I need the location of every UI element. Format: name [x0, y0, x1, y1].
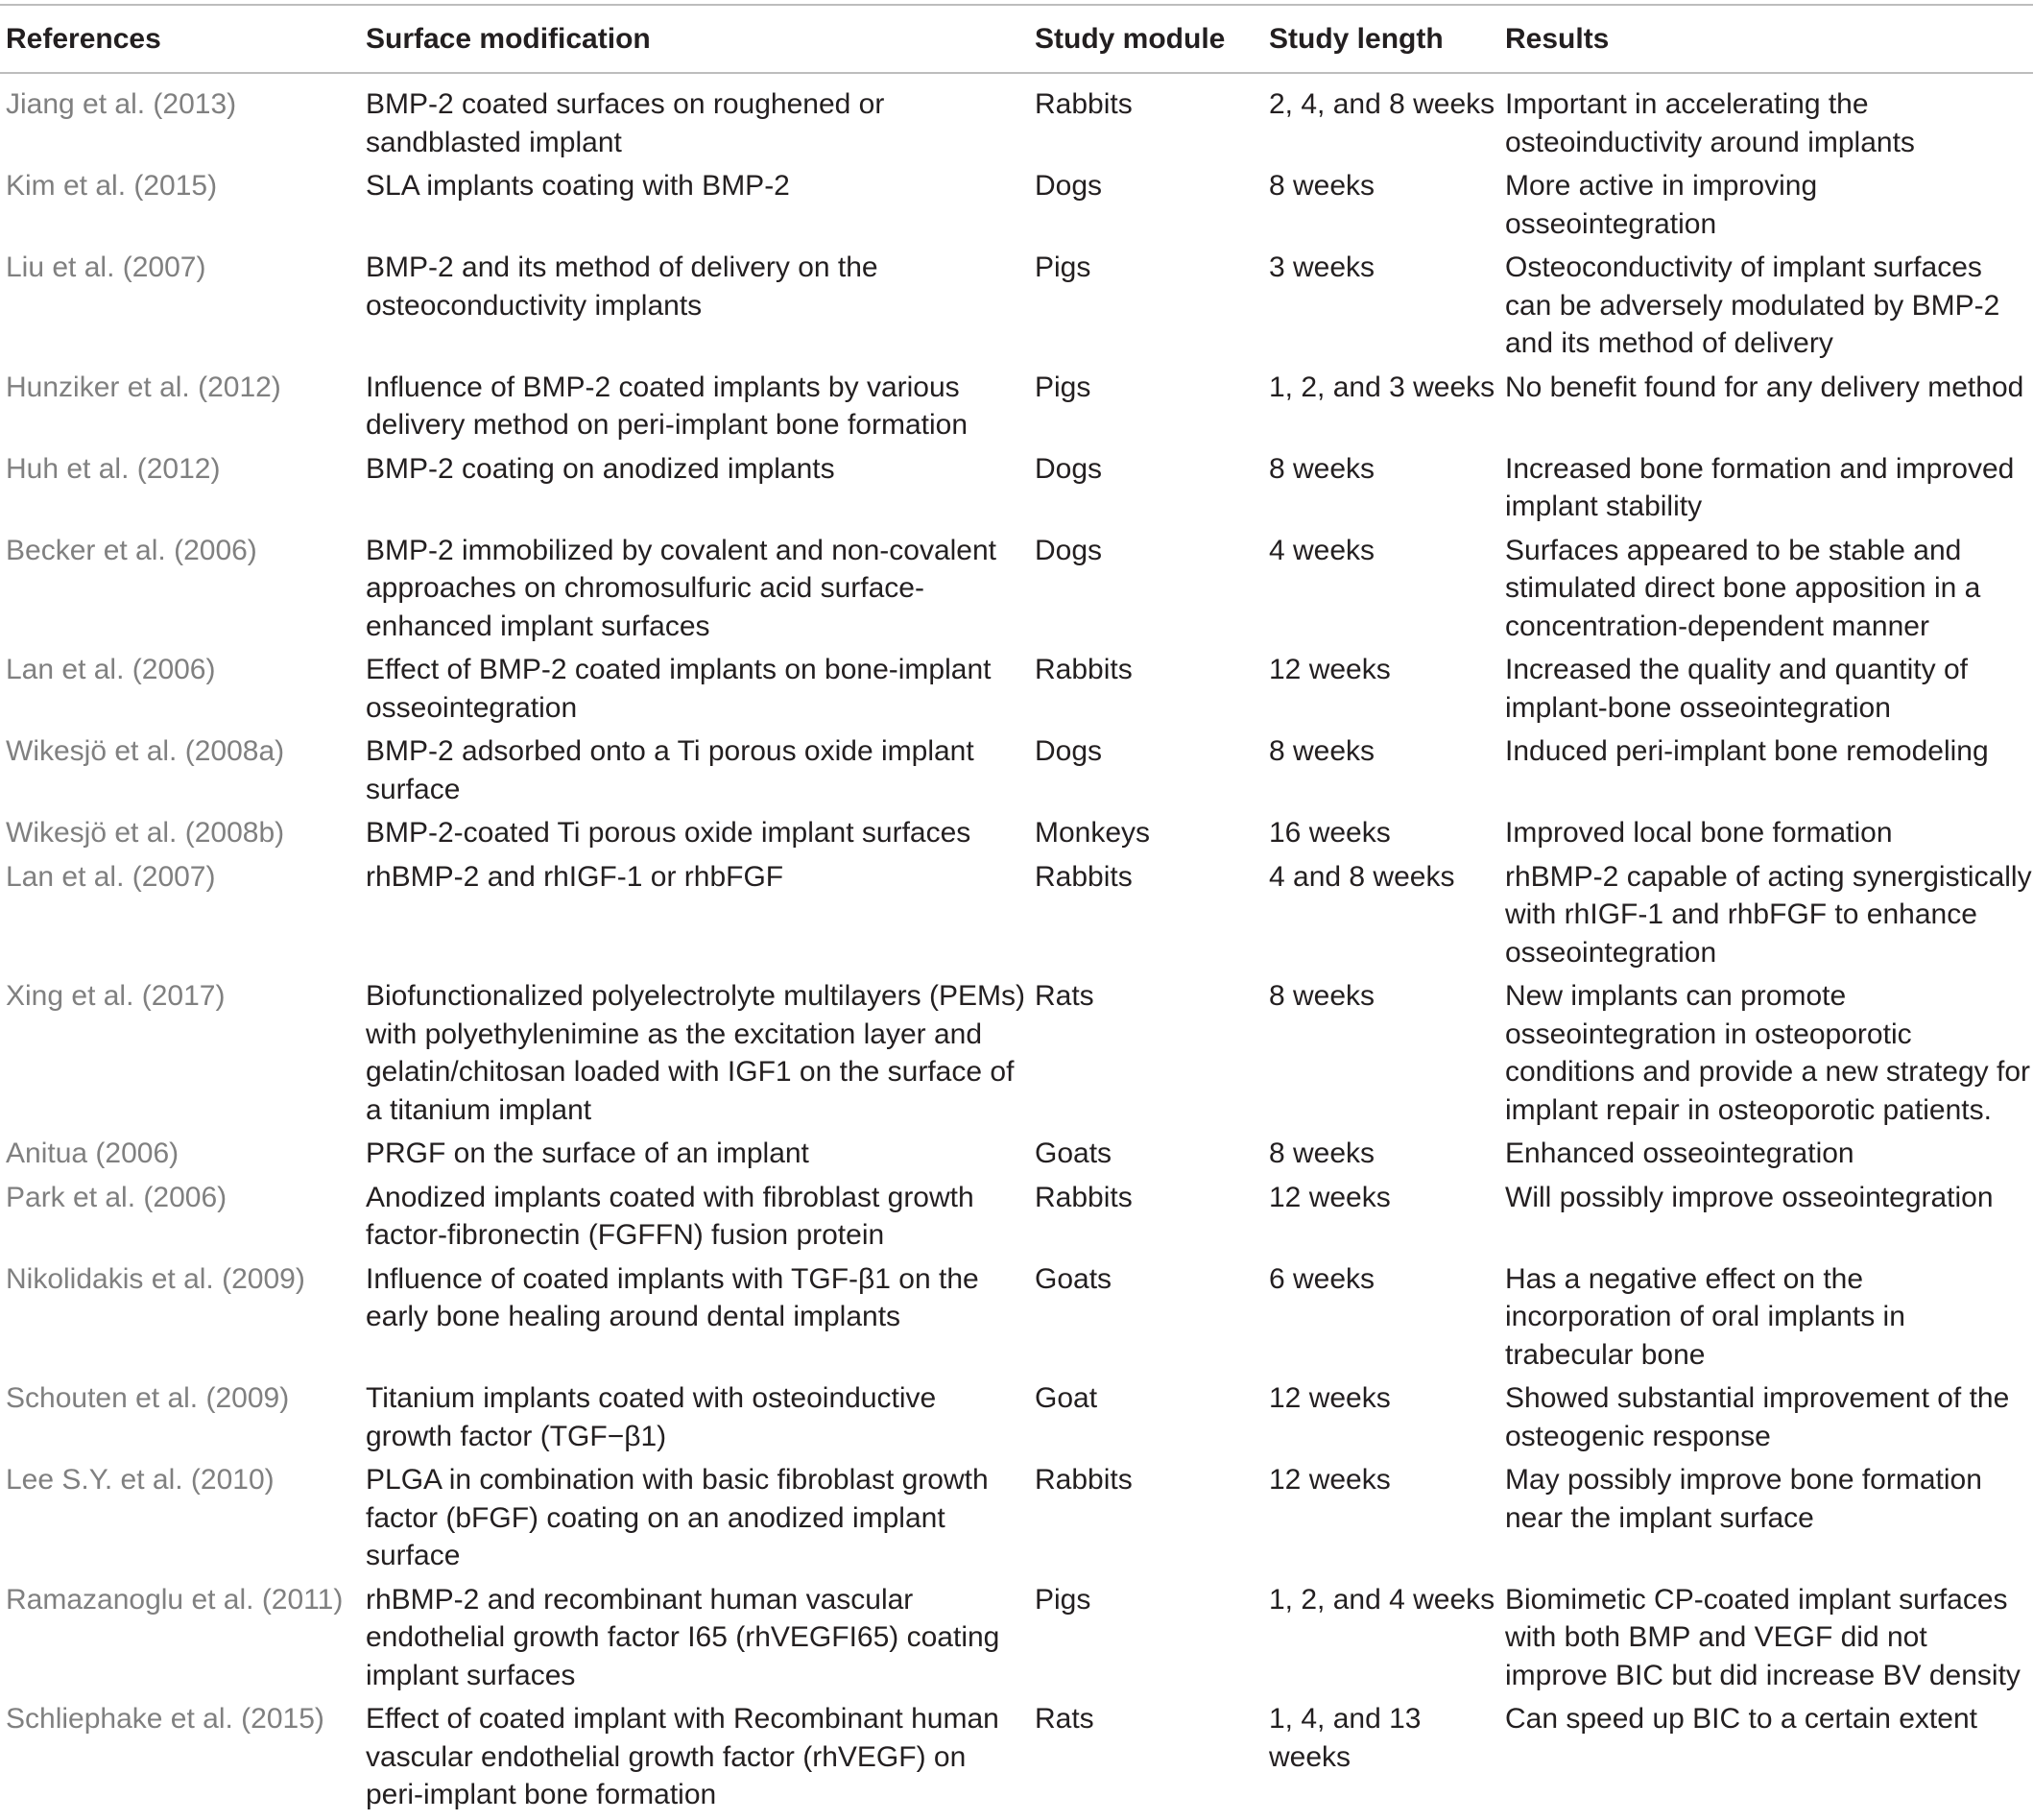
results-cell: Showed substantial improvement of the osteogenic response — [1505, 1382, 2010, 1452]
study-module-cell: Rabbits — [1035, 88, 1133, 120]
surface-modification-cell: Biofunctionalized polyelectrolyte multilayers (PEMs) with polyethylenimine as the excitation layer and gelatin/chitosan loaded with IGF1 on the surface of a titanium implant — [366, 980, 1025, 1126]
results-cell: Can speed up BIC to a certain extent — [1505, 1703, 1977, 1735]
study-length-cell: 1, 2, and 3 weeks — [1269, 371, 1495, 403]
surface-modification-cell: rhBMP-2 and rhIGF-1 or rhbFGF — [366, 860, 784, 893]
results-cell: Will possibly improve osseointegration — [1505, 1181, 1994, 1213]
results-cell: rhBMP-2 capable of acting synergistically with rhIGF-1 and rhbFGF to enhance osseointegration — [1505, 860, 2032, 969]
surface-modification-cell: BMP-2 immobilized by covalent and non-covalent approaches on chromosulfuric acid surface-enhanced implant surfaces — [366, 534, 996, 642]
table-row — [0, 450, 2033, 532]
reference-cell: Wikesjö et al. (2008a) — [6, 735, 285, 767]
table-body — [0, 73, 2033, 1820]
study-module-cell: Monkeys — [1035, 817, 1151, 849]
study-length-cell: 4 weeks — [1269, 534, 1375, 566]
table-row — [0, 651, 2033, 732]
study-module-cell: Goat — [1035, 1382, 1098, 1414]
study-length-cell: 8 weeks — [1269, 980, 1375, 1012]
study-length-cell: 2, 4, and 8 weeks — [1269, 88, 1495, 120]
study-length-cell: 1, 4, and 13 weeks — [1269, 1703, 1422, 1773]
study-length-cell: 12 weeks — [1269, 1382, 1391, 1414]
reference-cell: Liu et al. (2007) — [6, 251, 206, 283]
results-cell: More active in improving osseointegration — [1505, 170, 1818, 240]
reference-cell: Lan et al. (2006) — [6, 654, 216, 685]
study-length-cell: 8 weeks — [1269, 1138, 1375, 1169]
results-cell: Induced peri-implant bone remodeling — [1505, 735, 1989, 767]
reference-cell: Becker et al. (2006) — [6, 534, 257, 566]
table-row — [0, 1700, 2033, 1820]
reference-cell: Nikolidakis et al. (2009) — [6, 1262, 305, 1295]
study-length-cell: 3 weeks — [1269, 251, 1375, 283]
surface-modification-cell: rhBMP-2 and recombinant human vascular endothelial growth factor I65 (rhVEGFI65) coating implant surfaces — [366, 1583, 1000, 1691]
reference-cell: Anitua (2006) — [6, 1138, 179, 1169]
table-row — [0, 369, 2033, 450]
study-length-cell: 16 weeks — [1269, 817, 1391, 849]
study-module-cell: Rats — [1035, 1703, 1094, 1735]
study-module-cell: Dogs — [1035, 735, 1103, 767]
study-length-cell: 8 weeks — [1269, 170, 1375, 202]
study-length-cell: 12 weeks — [1269, 1181, 1391, 1213]
results-cell: May possibly improve bone formation near the implant surface — [1505, 1464, 1982, 1534]
study-module-cell: Goats — [1035, 1262, 1112, 1295]
table-row — [0, 532, 2033, 652]
study-module-cell: Dogs — [1035, 170, 1103, 202]
header-study-module: Study module — [1035, 22, 1226, 55]
study-module-cell: Goats — [1035, 1138, 1112, 1169]
table-row — [0, 1135, 2033, 1179]
reference-cell: Ramazanoglu et al. (2011) — [6, 1583, 344, 1616]
surface-modification-cell: Effect of BMP-2 coated implants on bone-implant osseointegration — [366, 654, 992, 724]
reference-cell: Lan et al. (2007) — [6, 860, 216, 893]
table-row — [0, 977, 2033, 1135]
study-module-cell: Rabbits — [1035, 1464, 1133, 1496]
surface-modification-cell: BMP-2-coated Ti porous oxide implant surfaces — [366, 817, 971, 849]
surface-modification-cell: BMP-2 coated surfaces on roughened or sandblasted implant — [366, 88, 885, 158]
study-length-cell: 1, 2, and 4 weeks — [1269, 1583, 1495, 1616]
table-row — [0, 1260, 2033, 1380]
results-cell: New implants can promote osseointegration in osteoporotic conditions and provide a new strategy for implant repair in osteoporotic patients. — [1505, 980, 2030, 1126]
reference-cell: Huh et al. (2012) — [6, 452, 221, 485]
surface-modification-cell: Effect of coated implant with Recombinant human vascular endothelial growth factor (rhVEGF) on peri-implant bone formation — [366, 1703, 999, 1810]
table-row — [0, 1581, 2033, 1701]
surface-modification-cell: SLA implants coating with BMP-2 — [366, 170, 790, 202]
reference-cell: Park et al. (2006) — [6, 1181, 227, 1213]
header-surface-modification: Surface modification — [366, 22, 651, 55]
results-cell: Enhanced osseointegration — [1505, 1138, 1854, 1169]
results-cell: Has a negative effect on the incorporation of oral implants in trabecular bone — [1505, 1262, 1905, 1371]
study-module-cell: Pigs — [1035, 1583, 1091, 1616]
study-module-cell: Rabbits — [1035, 654, 1133, 685]
table-row — [0, 1379, 2033, 1461]
reference-cell: Hunziker et al. (2012) — [6, 371, 281, 403]
surface-modification-cell: Influence of BMP-2 coated implants by various delivery method on peri-implant bone formation — [366, 371, 968, 441]
results-cell: Increased bone formation and improved implant stability — [1505, 452, 2015, 522]
results-cell: Important in accelerating the osteoinductivity around implants — [1505, 88, 1915, 158]
table-row — [0, 732, 2033, 814]
header-study-length: Study length — [1269, 22, 1444, 55]
surface-modification-cell: Influence of coated implants with TGF-β1 on the early bone healing around dental implants — [366, 1262, 979, 1332]
table-row — [0, 73, 2033, 167]
reference-cell: Schouten et al. (2009) — [6, 1382, 290, 1414]
results-cell: Osteoconductivity of implant surfaces can be adversely modulated by BMP-2 and its method of delivery — [1505, 251, 2000, 359]
study-module-cell: Dogs — [1035, 534, 1103, 566]
surface-modification-cell: Titanium implants coated with osteoinductive growth factor (TGF−β1) — [366, 1382, 937, 1452]
surface-modification-cell: BMP-2 and its method of delivery on the osteoconductivity implants — [366, 251, 878, 322]
study-module-cell: Dogs — [1035, 452, 1103, 485]
study-length-cell: 12 weeks — [1269, 1464, 1391, 1496]
table-header-row — [0, 5, 2033, 73]
surface-modification-cell: Anodized implants coated with fibroblast growth factor-fibronectin (FGFFN) fusion protein — [366, 1181, 974, 1251]
study-module-cell: Rabbits — [1035, 1181, 1133, 1213]
reference-cell: Xing et al. (2017) — [6, 980, 226, 1012]
table-row — [0, 858, 2033, 978]
study-module-cell: Rabbits — [1035, 860, 1133, 893]
study-module-cell: Pigs — [1035, 251, 1091, 283]
study-module-cell: Pigs — [1035, 371, 1091, 403]
results-cell: Biomimetic CP-coated implant surfaces with both BMP and VEGF did not improve BIC but did increase BV density — [1505, 1583, 2021, 1691]
studies-table — [0, 4, 2033, 1820]
surface-modification-cell: BMP-2 coating on anodized implants — [366, 452, 835, 485]
table-row — [0, 167, 2033, 249]
table-row — [0, 1461, 2033, 1581]
study-length-cell: 8 weeks — [1269, 452, 1375, 485]
results-cell: Surfaces appeared to be stable and stimulated direct bone apposition in a concentration-dependent manner — [1505, 534, 1981, 642]
results-cell: No benefit found for any delivery method — [1505, 371, 2024, 403]
study-length-cell: 6 weeks — [1269, 1262, 1375, 1295]
results-cell: Improved local bone formation — [1505, 817, 1893, 849]
header-results: Results — [1505, 22, 1610, 55]
reference-cell: Lee S.Y. et al. (2010) — [6, 1464, 275, 1496]
surface-modification-cell: PLGA in combination with basic fibroblast growth factor (bFGF) coating on an anodized implant surface — [366, 1464, 989, 1571]
surface-modification-cell: PRGF on the surface of an implant — [366, 1138, 809, 1169]
table-row — [0, 1179, 2033, 1260]
results-cell: Increased the quality and quantity of implant-bone osseointegration — [1505, 654, 1968, 724]
header-references: References — [6, 22, 161, 55]
surface-modification-cell: BMP-2 adsorbed onto a Ti porous oxide implant surface — [366, 735, 974, 805]
reference-cell: Schliephake et al. (2015) — [6, 1703, 324, 1735]
study-length-cell: 12 weeks — [1269, 654, 1391, 685]
table-row — [0, 814, 2033, 858]
table-row — [0, 249, 2033, 369]
reference-cell: Wikesjö et al. (2008b) — [6, 817, 285, 849]
study-length-cell: 8 weeks — [1269, 735, 1375, 767]
study-length-cell: 4 and 8 weeks — [1269, 860, 1455, 893]
reference-cell: Jiang et al. (2013) — [6, 88, 237, 120]
reference-cell: Kim et al. (2015) — [6, 170, 218, 202]
study-module-cell: Rats — [1035, 980, 1094, 1012]
